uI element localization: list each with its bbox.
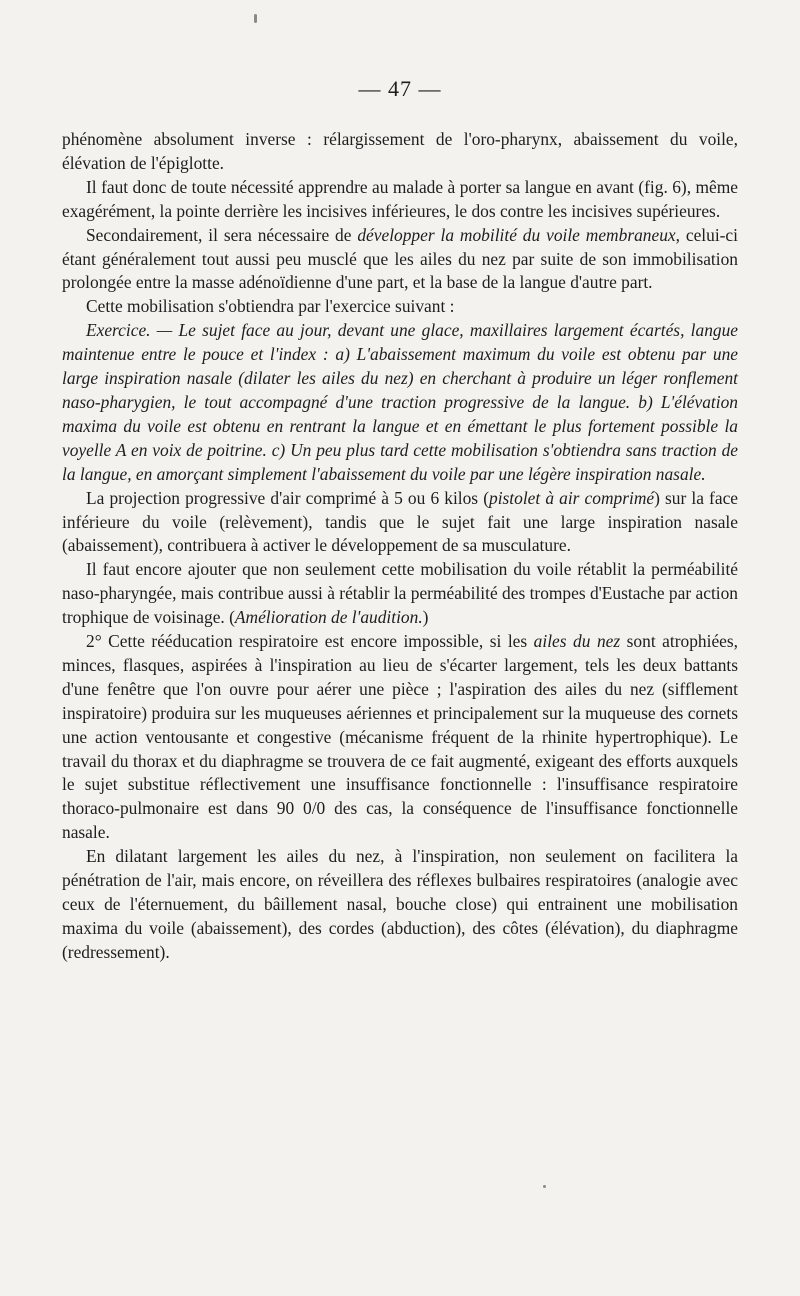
ink-dot bbox=[543, 1185, 546, 1188]
text-run: sont atrophiées, minces, flasques, aspirées à l'inspiration au lieu de s'écarter largement, tels les deux battants d'une fenêtre que l'on ouvre pour aérer une pièce ; l'aspiration des ailes du nez (sifflement inspiratoire) produira sur les muqueuses aériennes et principalement sur la muqueuse des cornets une action ventousante et congestive (mécanisme fréquent de la rhinite hypertrophique). Le travail du thorax et du diaphragme se trouvera de ce fait augmenté, exigeant des efforts auxquels le sujet substitue réflectivement une insuffisance fonctionnelle : l'insuffisance respiratoire thoraco-pulmonaire est dans 90 0/0 des cas, la conséquence de l'insuffisance fonctionnelle nasale. bbox=[62, 631, 738, 843]
text-run: 2° Cette rééducation respiratoire est encore impossible, si les bbox=[86, 631, 534, 652]
paragraph bbox=[62, 319, 738, 486]
paragraph bbox=[62, 487, 738, 559]
italic-text: développer la mobilité du voile membraneux bbox=[357, 224, 676, 245]
text-run: Secondairement, il sera nécessaire de bbox=[86, 224, 358, 245]
ink-mark bbox=[254, 14, 257, 23]
paragraph bbox=[62, 128, 738, 176]
paragraph bbox=[62, 176, 738, 224]
italic-text: pistolet à air comprimé bbox=[489, 487, 655, 508]
paragraph bbox=[62, 845, 738, 965]
text-run: Cette mobilisation s'obtiendra par l'exercice suivant : bbox=[86, 296, 455, 317]
paragraph bbox=[62, 558, 738, 630]
paragraph bbox=[62, 224, 738, 296]
italic-text: Amélioration de l'audition. bbox=[234, 607, 423, 628]
text-run: Il faut donc de toute nécessité apprendre au malade à porter sa langue en avant (fig. 6), même exagérément, la pointe derrière les incisives inférieures, le dos contre les incisives supérieures. bbox=[62, 176, 738, 221]
text-run: ) bbox=[422, 607, 429, 628]
paragraph bbox=[62, 630, 738, 845]
italic-text: Exercice. — Le sujet face au jour, devant une glace, maxillaires largement écartés, langue maintenue entre le pouce et l'index : a) L'abaissement maximum du voile est obtenu par une large inspiration nasale (dilater les ailes du nez) en cherchant à produire un léger ronflement naso-pharygien, le tout accompagné d'une traction progressive de la langue. b) L'élévation maxima du voile est obtenu en rentrant la langue et en émettant le plus fortement possible la voyelle A en voix de poitrine. c) Un peu plus tard cette mobilisation s'obtiendra sans traction de la langue, en amorçant simplement l'abaissement du voile par une légère inspiration nasale. bbox=[62, 320, 738, 484]
text-run: En dilatant largement les ailes du nez, à l'inspiration, non seulement on facilitera la pénétration de l'air, mais encore, on réveillera des réflexes bulbaires respiratoires (analogie avec ceux de l'éternuement, du bâillement nasal, bouche close) qui entrainent une mobilisation maxima du voile (abaissement), des cordes (abduction), des côtes (élévation), du diaphragme (redressement). bbox=[62, 846, 738, 962]
text-run: , celui-ci étant généralement tout aussi peu musclé que les ailes du nez par suite de son immobilisation prolongée entre la masse adénoïdienne d'une part, et la base de la langue d'autre part. bbox=[62, 224, 738, 293]
text-run: phénomène absolument inverse : rélargissement de l'oro-pharynx, abaissement du voile, élévation de l'épiglotte. bbox=[62, 129, 738, 173]
italic-text: ailes du nez bbox=[533, 631, 621, 652]
page-number: — 47 — bbox=[358, 76, 442, 101]
text-run: La projection progressive d'air comprimé à 5 ou 6 kilos ( bbox=[86, 487, 489, 508]
paragraph bbox=[62, 295, 738, 319]
text-run: Il faut encore ajouter que non seulement cette mobilisation du voile rétablit la perméabilité naso-pharyngée, mais contribue aussi à rétablir la perméabilité des trompes d'Eustache par action trophique de voisinage. ( bbox=[62, 559, 738, 628]
body-text bbox=[62, 128, 738, 965]
text-run: ) sur la face inférieure du voile (relèvement), tandis que le sujet fait une large inspiration nasale (abaissement), contribuera à activer le développement de sa musculature. bbox=[62, 487, 739, 556]
